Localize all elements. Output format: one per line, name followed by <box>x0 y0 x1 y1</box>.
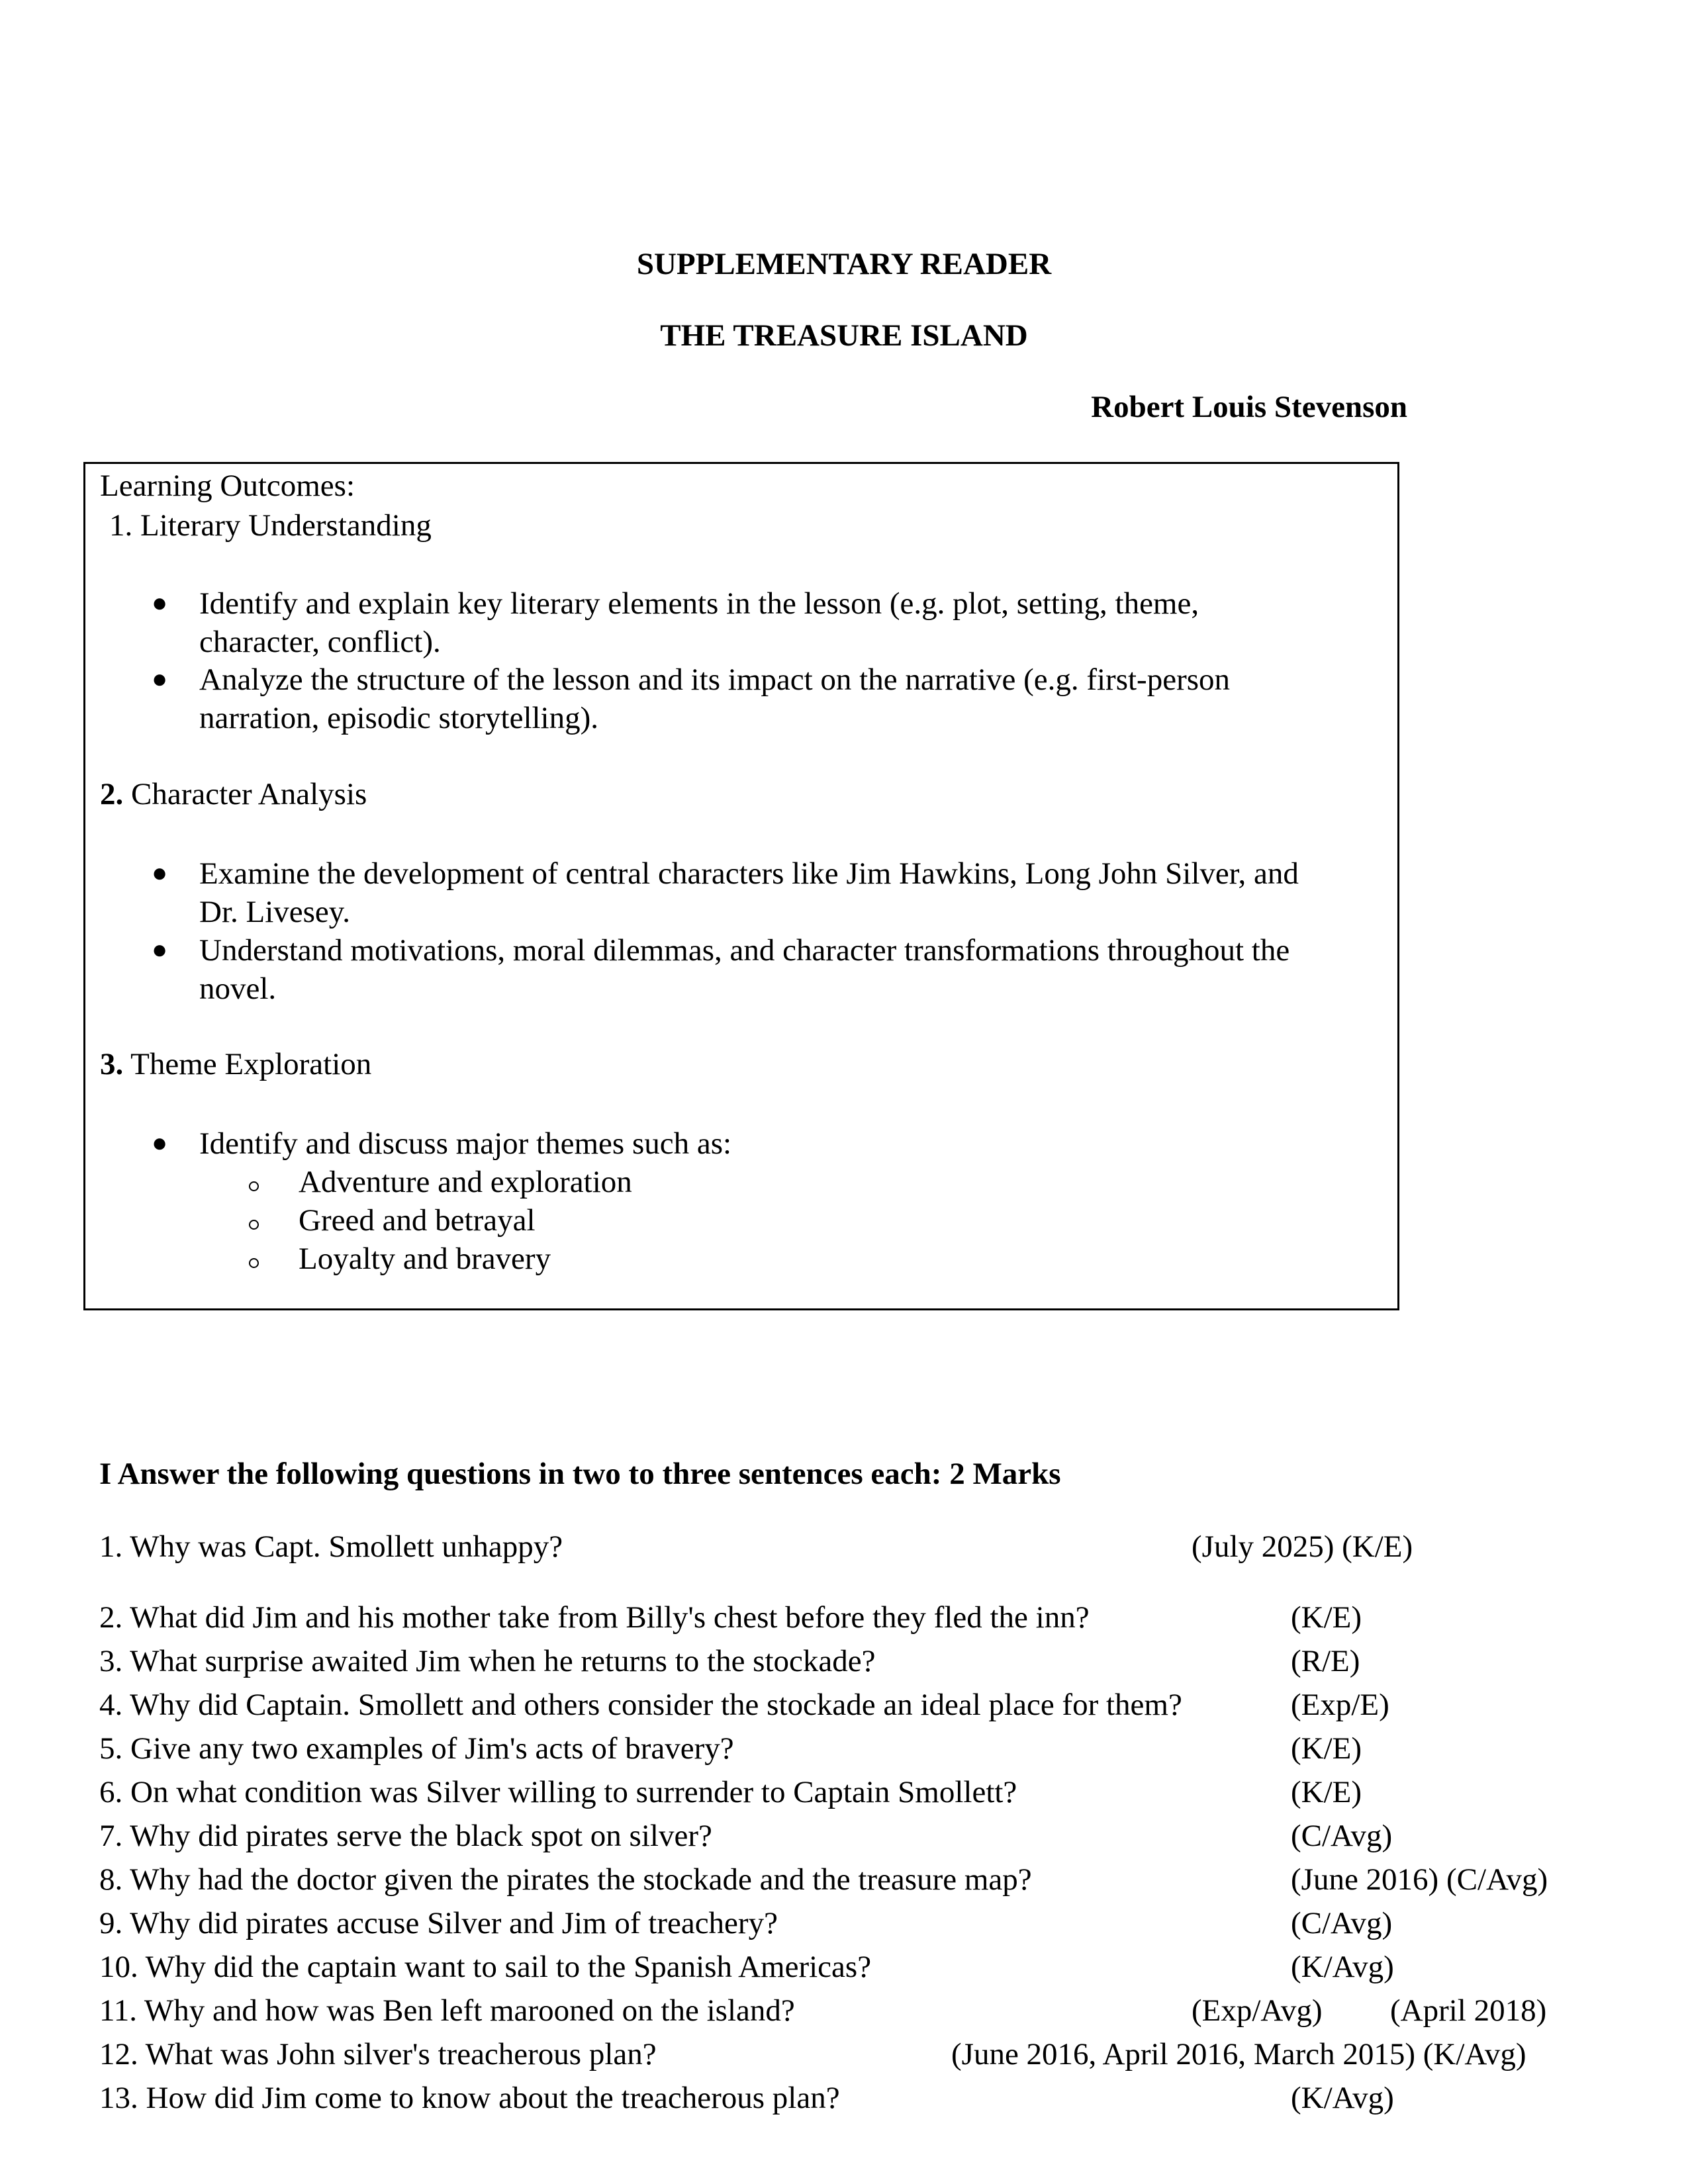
question-date: (April 2018) <box>1390 1993 1547 2028</box>
bullet-icon: ● <box>152 934 168 964</box>
theme-item: Loyalty and bravery <box>299 1242 551 1276</box>
section-number: 2. <box>100 777 124 811</box>
question-marks: (C/Avg) <box>1291 1906 1393 1940</box>
question-marks: (June 2016) (C/Avg) <box>1291 1862 1548 1897</box>
title-treasure-island: THE TREASURE ISLAND <box>660 318 1028 353</box>
bullet-icon: ● <box>152 858 168 887</box>
outcome-text: Identify and discuss major themes such as: <box>199 1126 732 1161</box>
question: 8. Why had the doctor given the pirates the stockade and the treasure map? <box>99 1862 1032 1897</box>
outcome-text: character, conflict). <box>199 625 441 659</box>
bullet-icon: ● <box>152 588 168 617</box>
question: 1. Why was Capt. Smollett unhappy? <box>99 1529 563 1564</box>
outcome-text: Examine the development of central characters like Jim Hawkins, Long John Silver, and <box>199 856 1299 891</box>
question-marks: (Exp/Avg) <box>1192 1993 1323 2028</box>
bullet-icon: ● <box>152 1128 168 1158</box>
question: 12. What was John silver's treacherous plan? <box>99 2037 657 2071</box>
question: 4. Why did Captain. Smollett and others consider the stockade an ideal place for them? <box>99 1688 1182 1722</box>
question: 2. What did Jim and his mother take from Billy's chest before they fled the inn? <box>99 1600 1090 1635</box>
bullet-icon: ● <box>152 664 168 694</box>
circle-bullet-icon <box>249 1181 259 1191</box>
outcome-text: Analyze the structure of the lesson and its impact on the narrative (e.g. first-person <box>199 662 1231 697</box>
question-marks: (K/E) <box>1291 1600 1362 1635</box>
section-title: Character Analysis <box>123 777 367 811</box>
question: 7. Why did pirates serve the black spot on silver? <box>99 1819 712 1853</box>
section-heading: I Answer the following questions in two to three sentences each: 2 Marks <box>99 1457 1061 1491</box>
question: 10. Why did the captain want to sail to the Spanish Americas? <box>99 1950 872 1984</box>
circle-bullet-icon <box>249 1258 259 1268</box>
question: 13. How did Jim come to know about the treacherous plan? <box>99 2081 840 2115</box>
circle-bullet-icon <box>249 1220 259 1230</box>
author-name: Robert Louis Stevenson <box>1091 390 1407 424</box>
outcome-text: narration, episodic storytelling). <box>199 701 599 735</box>
question-marks: (R/E) <box>1291 1644 1360 1678</box>
question-marks: (June 2016, April 2016, March 2015) (K/Avg) <box>951 2037 1526 2071</box>
question-marks: (K/Avg) <box>1291 2081 1394 2115</box>
section-theme-exploration <box>100 1045 371 1083</box>
outcomes-heading: Learning Outcomes: <box>100 469 355 503</box>
section-number: 3. <box>100 1047 124 1081</box>
outcome-text: novel. <box>199 972 277 1006</box>
section-character-analysis <box>100 775 367 813</box>
question-marks: (K/E) <box>1291 1731 1362 1766</box>
question: 6. On what condition was Silver willing to surrender to Captain Smollett? <box>99 1775 1017 1809</box>
question: 5. Give any two examples of Jim's acts of bravery? <box>99 1731 734 1766</box>
outcome-text: Dr. Livesey. <box>199 895 350 929</box>
question-marks: (Exp/E) <box>1291 1688 1389 1722</box>
theme-item: Greed and betrayal <box>299 1203 536 1238</box>
outcome-text: Understand motivations, moral dilemmas, and character transformations throughout the <box>199 933 1290 968</box>
question: 3. What surprise awaited Jim when he returns to the stockade? <box>99 1644 876 1678</box>
title-supplementary-reader: SUPPLEMENTARY READER <box>636 247 1052 281</box>
question-marks: (K/Avg) <box>1291 1950 1394 1984</box>
outcome-text: Identify and explain key literary elements in the lesson (e.g. plot, setting, theme, <box>199 586 1199 621</box>
question-marks: (C/Avg) <box>1291 1819 1393 1853</box>
question-marks: (K/E) <box>1291 1775 1362 1809</box>
section-literary-understanding: 1. Literary Understanding <box>109 508 432 543</box>
question: 11. Why and how was Ben left marooned on the island? <box>99 1993 795 2028</box>
question: 9. Why did pirates accuse Silver and Jim of treachery? <box>99 1906 778 1940</box>
theme-item: Adventure and exploration <box>299 1165 632 1199</box>
learning-outcomes-box <box>83 462 1399 1310</box>
question-marks: (July 2025) (K/E) <box>1192 1529 1413 1564</box>
section-title: Theme Exploration <box>123 1047 372 1081</box>
